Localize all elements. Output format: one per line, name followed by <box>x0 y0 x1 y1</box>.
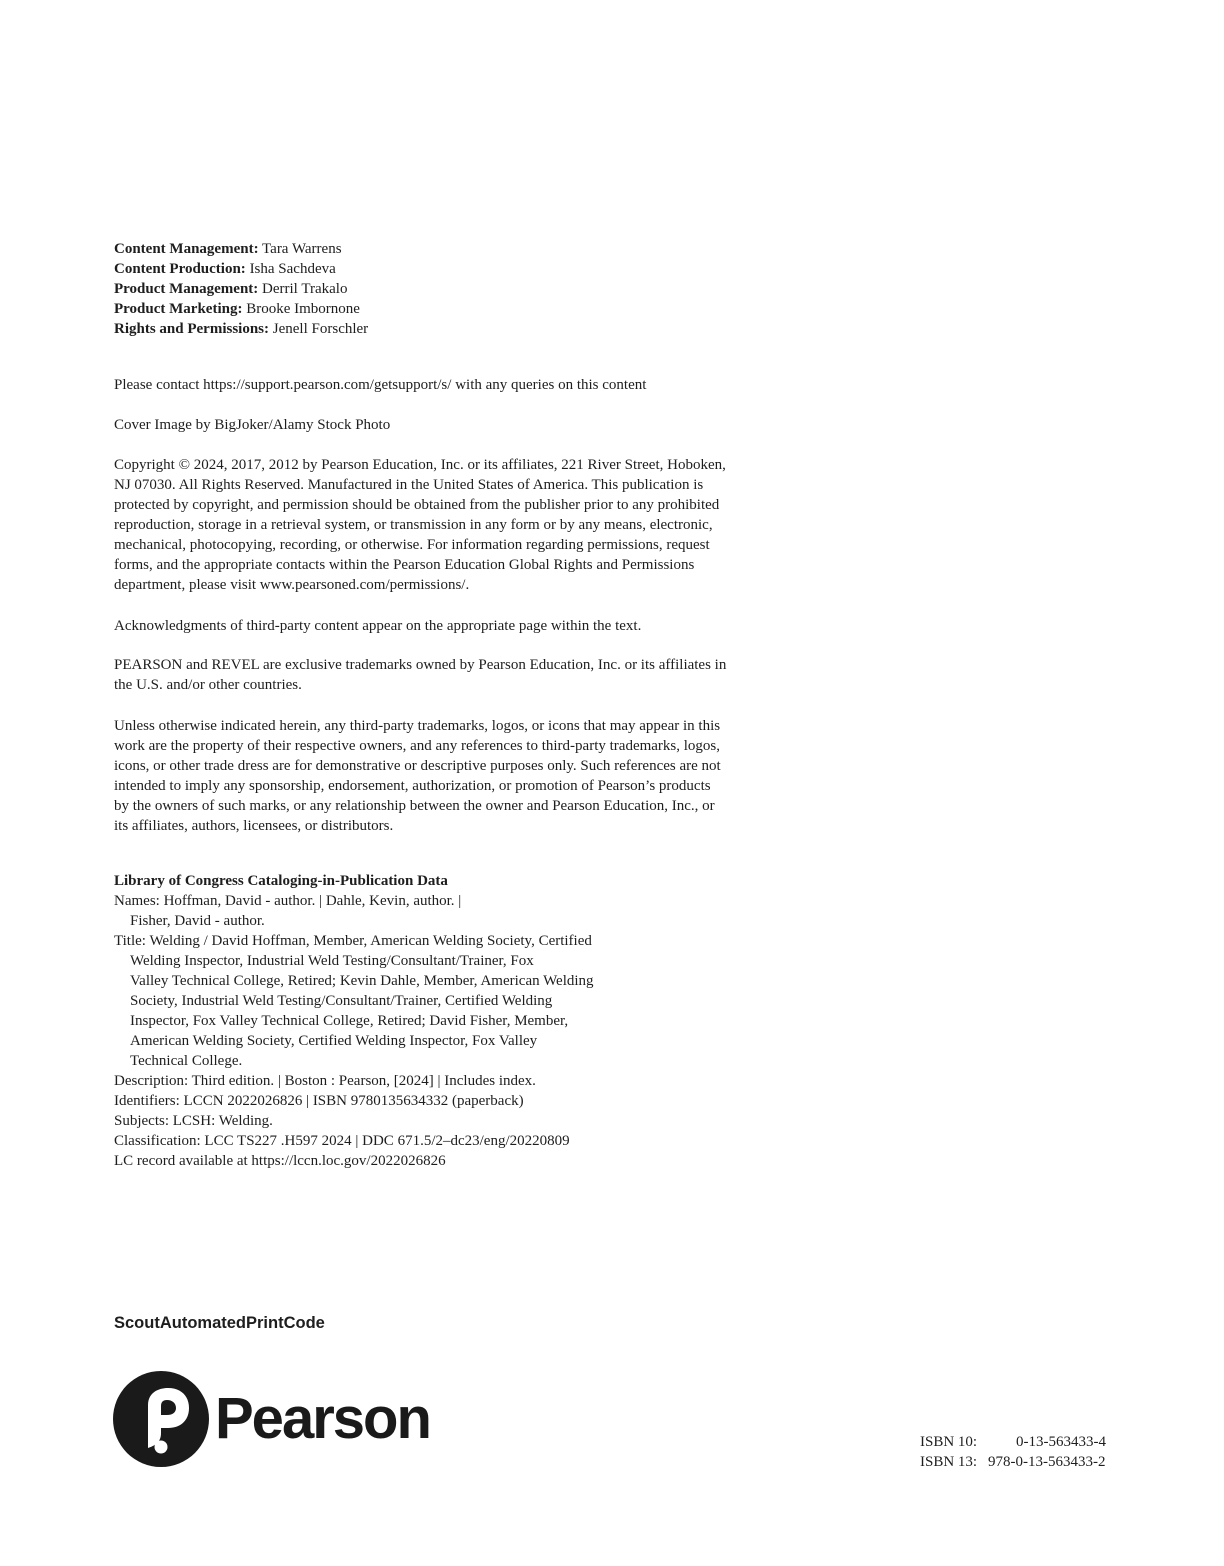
print-code: ScoutAutomatedPrintCode <box>114 1314 325 1332</box>
pearson-wordmark: Pearson <box>215 1386 430 1451</box>
credit-role: Product Management: <box>114 281 259 297</box>
acknowledgments-text: Acknowledgments of third-party content appear on the appropriate page within the text. <box>114 618 642 634</box>
trademark-line: the U.S. and/or other countries. <box>114 677 302 693</box>
credit-line <box>114 319 824 339</box>
credit-role: Content Management: <box>114 241 259 257</box>
isbn-10-row <box>920 1432 1106 1452</box>
isbn-block <box>920 1432 1106 1472</box>
copyright-line: NJ 07030. All Rights Reserved. Manufactured in the United States of America. This publication is <box>114 477 704 493</box>
credit-role: Content Production: <box>114 261 246 277</box>
third-party-line: intended to imply any sponsorship, endorsement, authorization, or promotion of Pearson’s products <box>114 778 711 794</box>
credit-role: Rights and Permissions: <box>114 321 270 337</box>
cip-line: Identifiers: LCCN 2022026826 | ISBN 9780135634332 (paperback) <box>114 1093 524 1109</box>
copyright-line: mechanical, photocopying, recording, or otherwise. For information regarding permissions, request <box>114 537 710 553</box>
cip-line: Subjects: LCSH: Welding. <box>114 1113 273 1129</box>
cip-line: Society, Industrial Weld Testing/Consultant/Trainer, Certified Welding <box>130 993 553 1009</box>
trademark-notice <box>114 655 824 695</box>
cip-line: LC record available at https://lccn.loc.gov/2022026826 <box>114 1153 446 1169</box>
credit-name: Tara Warrens <box>258 241 342 257</box>
credit-name: Derril Trakalo <box>258 281 348 297</box>
credit-name: Jenell Forschler <box>269 321 369 337</box>
cip-line: Description: Third edition. | Boston : Pearson, [2024] | Includes index. <box>114 1073 536 1089</box>
acknowledgments <box>114 616 824 636</box>
copyright-line: department, please visit www.pearsoned.com/permissions/. <box>114 577 470 593</box>
cip-data <box>114 871 824 1171</box>
credit-name: Brooke Imbornone <box>242 301 360 317</box>
isbn-13-value: 978-0-13-563433-2 <box>988 1454 1106 1470</box>
copyright-notice <box>114 455 824 595</box>
third-party-line: Unless otherwise indicated herein, any third-party trademarks, logos, or icons that may appear in this <box>114 718 721 734</box>
credit-role: Product Marketing: <box>114 301 243 317</box>
cip-line: Welding Inspector, Industrial Weld Testing/Consultant/Trainer, Fox <box>130 953 534 969</box>
copyright-line: forms, and the appropriate contacts within the Pearson Education Global Rights and Permissions <box>114 557 695 573</box>
cip-heading: Library of Congress Cataloging-in-Publication Data <box>114 873 448 889</box>
pearson-p-icon <box>113 1371 209 1467</box>
third-party-line: its affiliates, authors, licensees, or distributors. <box>114 818 394 834</box>
copyright-line: Copyright © 2024, 2017, 2012 by Pearson Education, Inc. or its affiliates, 221 River Street, Hoboken, <box>114 457 726 473</box>
copyright-line: protected by copyright, and permission should be obtained from the publisher prior to any prohibited <box>114 497 720 513</box>
credit-line <box>114 259 824 279</box>
credit-line <box>114 279 824 299</box>
credit-line <box>114 299 824 319</box>
isbn-10-label: ISBN 10: <box>920 1434 978 1450</box>
cip-line: American Welding Society, Certified Welding Inspector, Fox Valley <box>130 1033 538 1049</box>
credit-name: Isha Sachdeva <box>245 261 336 277</box>
credit-line <box>114 239 824 259</box>
cip-line: Technical College. <box>130 1053 243 1069</box>
contact-note <box>114 375 824 395</box>
cip-line: Names: Hoffman, David - author. | Dahle, Kevin, author. | <box>114 893 462 909</box>
copyright-line: reproduction, storage in a retrieval system, or transmission in any form or by any means, electronic, <box>114 517 713 533</box>
contact-text: Please contact https://support.pearson.com/getsupport/s/ with any queries on this content <box>114 377 647 393</box>
third-party-line: icons, or other trade dress are for demonstrative or descriptive purposes only. Such references are not <box>114 758 721 774</box>
credits-list <box>114 239 824 339</box>
cip-line: Inspector, Fox Valley Technical College, Retired; David Fisher, Member, <box>130 1013 569 1029</box>
cip-line: Valley Technical College, Retired; Kevin Dahle, Member, American Welding <box>130 973 594 989</box>
cip-line: Title: Welding / David Hoffman, Member, American Welding Society, Certified <box>114 933 592 949</box>
cover-credit <box>114 415 824 435</box>
isbn-10-value: 0-13-563433-4 <box>1016 1434 1106 1450</box>
trademark-line: PEARSON and REVEL are exclusive trademarks owned by Pearson Education, Inc. or its affiliates in <box>114 657 727 673</box>
third-party-notice <box>114 716 824 836</box>
pearson-logo <box>113 1371 430 1467</box>
isbn-13-row <box>920 1452 1106 1472</box>
isbn-13-label: ISBN 13: <box>920 1454 978 1470</box>
cover-credit-text: Cover Image by BigJoker/Alamy Stock Photo <box>114 417 391 433</box>
cip-line: Classification: LCC TS227 .H597 2024 | DDC 671.5/2–dc23/eng/20220809 <box>114 1133 570 1149</box>
third-party-line: by the owners of such marks, or any relationship between the owner and Pearson Education, Inc., or <box>114 798 715 814</box>
cip-lines <box>114 891 824 1171</box>
cip-line: Fisher, David - author. <box>130 913 265 929</box>
third-party-line: work are the property of their respective owners, and any references to third-party trademarks, logos, <box>114 738 721 754</box>
